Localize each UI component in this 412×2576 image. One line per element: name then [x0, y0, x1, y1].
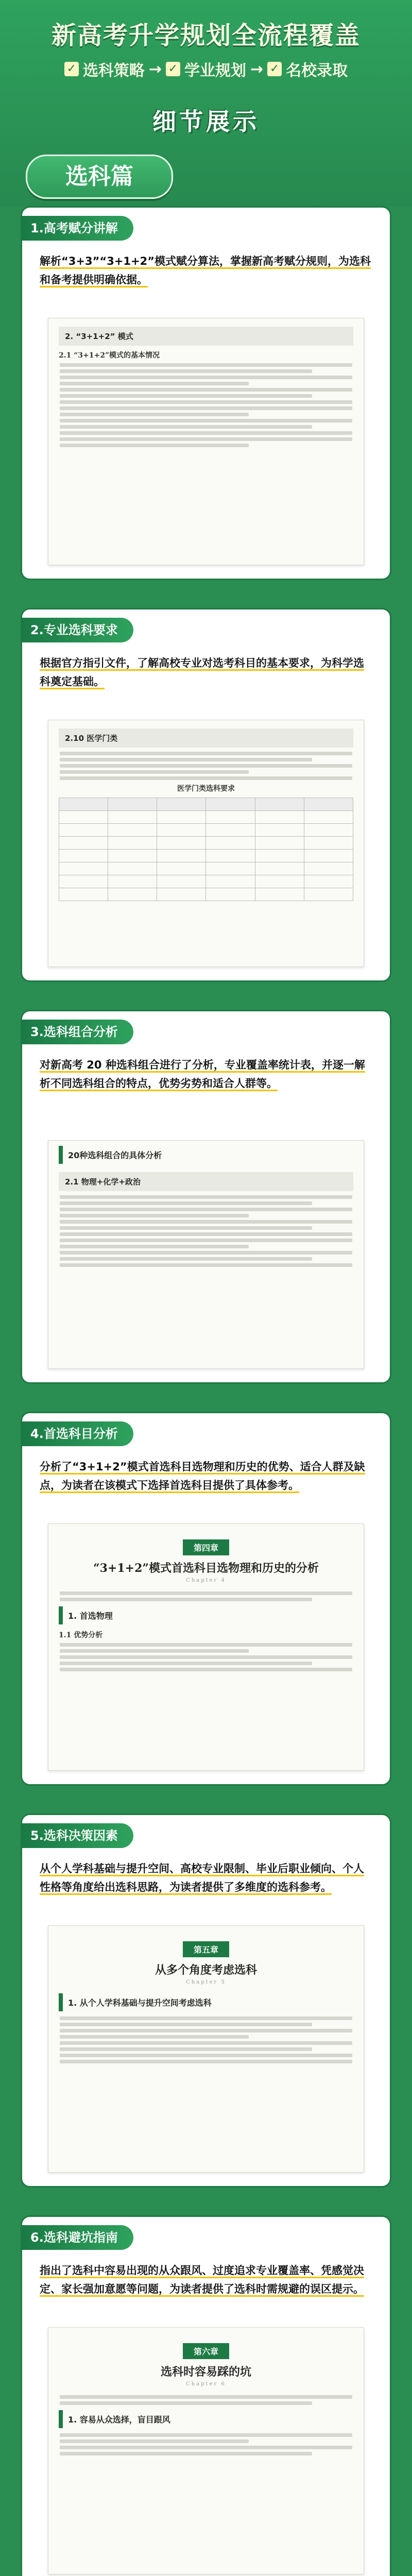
preview-heading: 2.10 医学门类 [59, 728, 353, 748]
chapter-title: “3+1+2”模式首选科目选物理和历史的分析 [93, 1562, 319, 1575]
text-line [60, 1263, 352, 1267]
preview-subheading: 2.1 “3+1+2”模式的基本情况 [59, 351, 160, 360]
step-3 [267, 58, 348, 80]
chapter-number: Chapter 4 [186, 1578, 226, 1583]
table-row [59, 824, 353, 837]
table-row [59, 875, 353, 888]
text-line [60, 437, 352, 441]
table-row [59, 888, 353, 901]
feature-card [21, 1814, 391, 2188]
card-description-text: 解析“3+3”“3+1+2”模式赋分算法，掌握新高考赋分规则，为选科和备考提供明确依据。 [40, 255, 371, 287]
text-line [60, 2054, 352, 2057]
document-preview [48, 318, 364, 565]
card-description [40, 252, 372, 289]
text-line [60, 1643, 352, 1647]
text-line [60, 1598, 312, 1601]
text-line [60, 376, 352, 379]
text-line [60, 369, 312, 373]
card-description-text: 对新高考 20 种选科组合进行了分析，专业覆盖率统计表，并逐一解析不同选科组合的特点，优势劣势和适合人群等。 [40, 1059, 365, 1091]
text-line [60, 1655, 352, 1659]
text-line [60, 758, 312, 761]
text-line [60, 419, 352, 422]
card-description-text: 根据官方指引文件，了解高校专业对选考科目的基本要求，为科学选科奠定基础。 [40, 657, 364, 689]
text-line [60, 431, 352, 435]
hero-banner [0, 0, 412, 206]
process-steps [0, 58, 412, 80]
check-icon: ✓ [166, 62, 180, 76]
text-line [60, 2029, 352, 2032]
text-line [60, 752, 352, 755]
text-line [60, 1232, 352, 1236]
chapter-badge: 第四章 [183, 1539, 229, 1555]
text-line [60, 1208, 352, 1211]
text-line [60, 2023, 312, 2026]
table-row [59, 862, 353, 875]
text-line [60, 2446, 352, 2449]
document-preview [48, 1140, 364, 1369]
text-line [60, 1668, 352, 1671]
text-line [60, 406, 352, 410]
text-line [60, 363, 352, 367]
card-title: 2.专业选科要求 [22, 618, 133, 642]
feature-card [21, 608, 391, 982]
text-line [60, 400, 352, 404]
step-label: 学业规划 [184, 62, 246, 80]
text-line [60, 388, 352, 392]
check-icon: ✓ [64, 62, 79, 76]
text-line [60, 2047, 312, 2051]
table-row [59, 850, 353, 862]
table-row [59, 811, 353, 824]
card-description [40, 1458, 372, 1495]
text-line [60, 776, 352, 780]
text-line [60, 1195, 352, 1199]
card-description-text: 指出了选科中容易出现的从众跟风、过度追求专业覆盖率、凭感觉决定、家长强加意愿等问题，为读者提供了选科时需规避的误区提示。 [40, 2264, 364, 2297]
text-line [60, 382, 249, 385]
text-line [60, 2452, 312, 2455]
text-line [60, 1239, 352, 1242]
document-preview [48, 2327, 364, 2574]
document-preview [48, 1523, 364, 1771]
table-row [59, 798, 353, 811]
chapter-title: 从多个角度考虑选科 [154, 1963, 257, 1977]
card-title: 6.选科避坑指南 [22, 2225, 133, 2250]
feature-card [21, 206, 391, 580]
card-title: 4.首选科目分析 [22, 1421, 133, 1446]
chapter-title: 选科时容易踩的坑 [160, 2365, 251, 2379]
feature-card [21, 1010, 391, 1384]
step-1 [64, 58, 145, 80]
text-line [60, 425, 312, 429]
card-description [40, 2261, 372, 2298]
text-line [60, 1220, 352, 1224]
feature-card [21, 1412, 391, 1786]
text-line [60, 413, 249, 416]
section-heading: 1. 首选物理 [59, 1606, 353, 1624]
text-line [60, 2041, 352, 2045]
card-description [40, 654, 372, 691]
section-heading: 1. 从个人学科基础与提升空间考虑选科 [59, 1993, 353, 2011]
card-description-text: 分析了“3+1+2”模式首选科目选物理和历史的优势、适合人群及缺点，为读者在该模式下选择首选科目提供了具体参考。 [40, 1461, 365, 1493]
section-label: 选科篇 [26, 155, 173, 199]
page-title: 新高考升学规划全流程覆盖 [51, 21, 360, 50]
card-title: 3.选科组合分析 [22, 1020, 133, 1044]
document-preview [48, 1925, 364, 2173]
step-label: 选科策略 [82, 62, 145, 80]
text-line [60, 764, 352, 768]
card-title: 1.高考赋分讲解 [22, 216, 133, 241]
chapter-number: Chapter 6 [186, 2381, 226, 2387]
text-line [60, 1662, 312, 1665]
text-line [60, 1591, 352, 1595]
table-row [59, 837, 353, 850]
text-line [60, 2433, 352, 2437]
text-line [60, 1226, 312, 1230]
document-preview [48, 720, 364, 967]
card-title: 5.选科决策因素 [22, 1823, 133, 1848]
arrow-right-icon: → [148, 60, 162, 78]
text-line [60, 2401, 312, 2405]
check-icon: ✓ [267, 62, 282, 76]
text-line [60, 2395, 352, 2399]
text-line [60, 1649, 249, 1653]
step-2 [166, 58, 246, 80]
section-heading: 1. 容易从众选择，盲目跟风 [59, 2410, 353, 2428]
text-line [60, 2035, 249, 2039]
detail-showcase-title: 细节展示 [152, 108, 260, 135]
preview-subheading: 1.1 优势分析 [59, 1631, 103, 1639]
text-line [60, 2016, 352, 2020]
text-line [60, 1214, 249, 1217]
text-line [60, 444, 249, 447]
text-line [60, 770, 249, 774]
text-line [60, 1257, 312, 1261]
chapter-number: Chapter 5 [186, 1979, 226, 1985]
preview-subheading: 2.1 物理+化学+政治 [59, 1172, 353, 1191]
text-line [60, 2439, 249, 2443]
card-description [40, 1056, 372, 1093]
requirements-table [59, 798, 353, 901]
text-line [60, 1245, 249, 1248]
chapter-badge: 第六章 [183, 2343, 229, 2359]
feature-card [21, 2215, 391, 2576]
card-description-text: 从个人学科基础与提升空间、高校专业限制、毕业后职业倾向、个人性格等角度给出选科思路，为读者提供了多维度的选科参考。 [40, 1862, 364, 1895]
preview-subheading: 医学门类选科要求 [177, 785, 235, 793]
text-line [60, 394, 312, 398]
preview-heading: 20种选科组合的具体分析 [59, 1146, 353, 1164]
text-line [60, 1251, 352, 1255]
chapter-badge: 第五章 [183, 1941, 229, 1957]
arrow-right-icon: → [250, 60, 264, 78]
step-label: 名校录取 [286, 62, 348, 80]
text-line [60, 2060, 352, 2063]
text-line [60, 1201, 312, 1205]
card-description [40, 1859, 372, 1896]
preview-heading: 2. “3+1+2” 模式 [59, 327, 353, 346]
